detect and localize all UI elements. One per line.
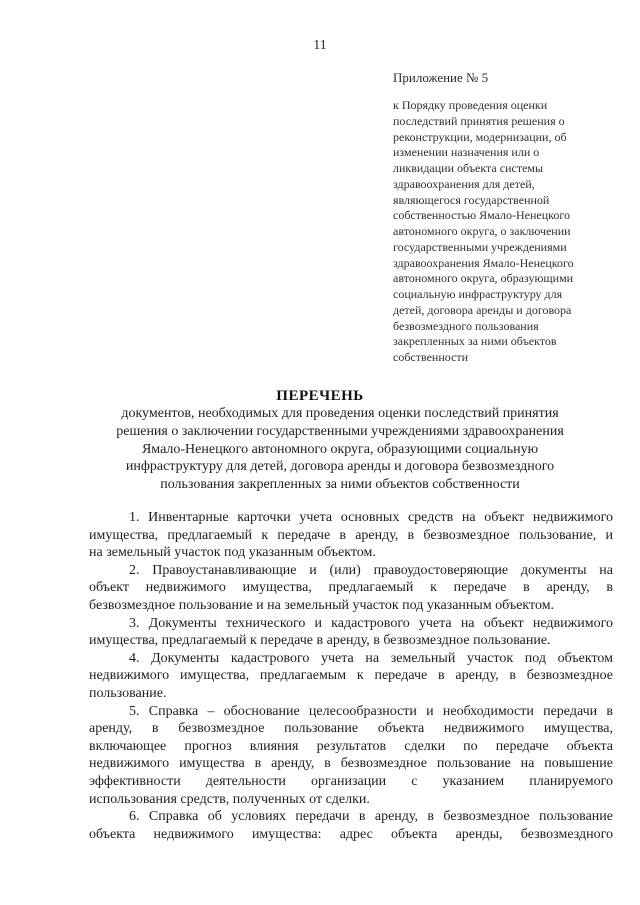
appendix-reference: [393, 98, 608, 366]
item-1-line: 1. Инвентарные карточки учета основных средств на объект недвижимого: [129, 510, 613, 525]
item-1-line: на земельный участок под указанным объектом.: [89, 545, 376, 561]
appendix-line: реконструкции, модернизации, об: [393, 129, 567, 144]
appendix-line: собственностью Ямало-Ненецкого: [393, 208, 571, 223]
document-title: ПЕРЕЧЕНЬ: [276, 388, 364, 404]
item-4-line: 4. Документы кадастрового учета на земельный участок под объектом: [129, 650, 613, 666]
appendix-line: автономного округа, о заключении: [393, 224, 571, 238]
subtitle-line: пользования закрепленных за ними объектов собственности: [160, 477, 520, 492]
appendix-line: социальную инфраструктуру для: [393, 287, 563, 301]
item-6-line: объекта недвижимого имущества: адрес объекта аренды, безвозмездного: [89, 826, 613, 842]
appendix-line: здравоохранения для детей,: [393, 176, 535, 191]
item-5-line: эффективности деятельности организации с указанием планируемого: [89, 773, 613, 789]
subtitle-line: инфраструктуру для детей, договора аренды и договора безвозмездного: [125, 459, 555, 475]
item-6-line: 6. Справка об условиях передачи в аренду, в безвозмездное пользование: [129, 809, 613, 825]
appendix-line: закрепленных за ними объектов: [393, 334, 557, 349]
item-3-line: 3. Документы технического и кадастрового учета на объект недвижимого: [129, 615, 613, 631]
item-5-line: аренду, в безвозмездное пользование объекта недвижимого имущества,: [89, 721, 613, 737]
appendix-line: к Порядку проведения оценки: [393, 98, 548, 112]
page-number: 11: [313, 38, 327, 53]
appendix-line: последствий принятия решения о: [393, 113, 565, 128]
item-2-line: объект недвижимого имущества, предлагаемый к передаче в аренду, в: [89, 580, 613, 596]
appendix-line: государственными учреждениями: [393, 239, 567, 254]
appendix-line: детей, договора аренды и договора: [393, 302, 572, 317]
appendix-line: здравоохранения Ямало-Ненецкого: [393, 255, 574, 270]
item-5-line: 5. Справка – обоснование целесообразности и необходимости передачи в: [129, 703, 613, 719]
appendix-line: ликвидации объекта системы: [393, 161, 544, 175]
item-2-line: безвозмездное пользование и на земельный участок под указанным объектом.: [89, 597, 555, 613]
item-2-line: 2. Правоустанавливающие и (или) правоудостоверяющие документы на: [129, 562, 613, 578]
item-3-line: имущества, предлагаемый к передаче в аренду, в безвозмездное пользование.: [89, 633, 551, 649]
item-4-line: пользование.: [89, 685, 167, 701]
item-4-line: недвижимого имущества, предлагаемым к передаче в аренду, в безвозмездное: [89, 668, 613, 684]
subtitle-line: Ямало-Ненецкого автономного округа, образующими социальную: [141, 441, 539, 457]
appendix-line: автономного округа, образующими: [393, 271, 574, 286]
document-body: [89, 509, 613, 843]
document-subtitle: [70, 405, 610, 494]
item-1-line: имущества, предлагаемый к передаче в аренду, в безвозмездное пользование, и: [89, 527, 613, 543]
appendix-title: Приложение № 5: [393, 70, 489, 85]
subtitle-line: решения о заключении государственными учреждениями здравоохранения: [116, 423, 564, 439]
subtitle-line: документов, необходимых для проведения оценки последствий принятия: [121, 406, 559, 421]
item-5-line: недвижимого имущества в аренду, в безвозмездное пользование на повышение: [89, 756, 613, 772]
item-5-line: использования средств, полученных от сделки.: [89, 791, 370, 807]
appendix-line: собственности: [393, 350, 469, 364]
appendix-line: безвозмездного пользования: [393, 318, 539, 333]
appendix-line: изменении назначения или о: [393, 145, 540, 160]
item-5-line: включающее прогноз влияния результатов сделки по передаче объекта: [89, 738, 613, 754]
appendix-line: являющегося государственной: [393, 192, 550, 207]
